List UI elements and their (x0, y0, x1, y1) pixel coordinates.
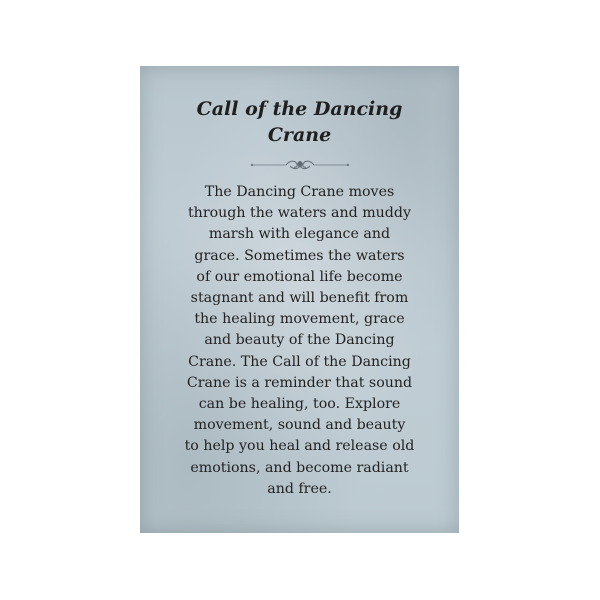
body-line: marsh with elegance and (208, 226, 391, 243)
body-line: grace. Sometimes the waters (194, 247, 405, 264)
body-line: the healing movement, grace (194, 311, 405, 328)
body-line: Crane. The Call of the Dancing (188, 353, 411, 370)
body-line: The Dancing Crane moves (204, 184, 395, 200)
card-title-line: Crane (267, 124, 332, 146)
card-body-text (180, 182, 419, 500)
oracle-card (140, 66, 459, 533)
flourish-divider-icon (250, 158, 350, 172)
body-line: stagnant and will benefit from (190, 290, 409, 307)
card-title-line: Call of the Dancing (196, 98, 403, 120)
body-line: and free. (267, 480, 332, 497)
body-line: movement, sound and beauty (193, 417, 406, 434)
body-line: emotions, and become radiant (190, 459, 409, 476)
body-line: and beauty of the Dancing (204, 332, 395, 349)
card-title (140, 96, 459, 148)
body-line: of our emotional life become (196, 268, 403, 285)
body-line: through the waters and muddy (187, 205, 411, 222)
body-line: can be healing, too. Explore (198, 396, 401, 413)
body-line: Crane is a reminder that sound (186, 374, 413, 391)
body-line: to help you heal and release old (184, 438, 415, 455)
